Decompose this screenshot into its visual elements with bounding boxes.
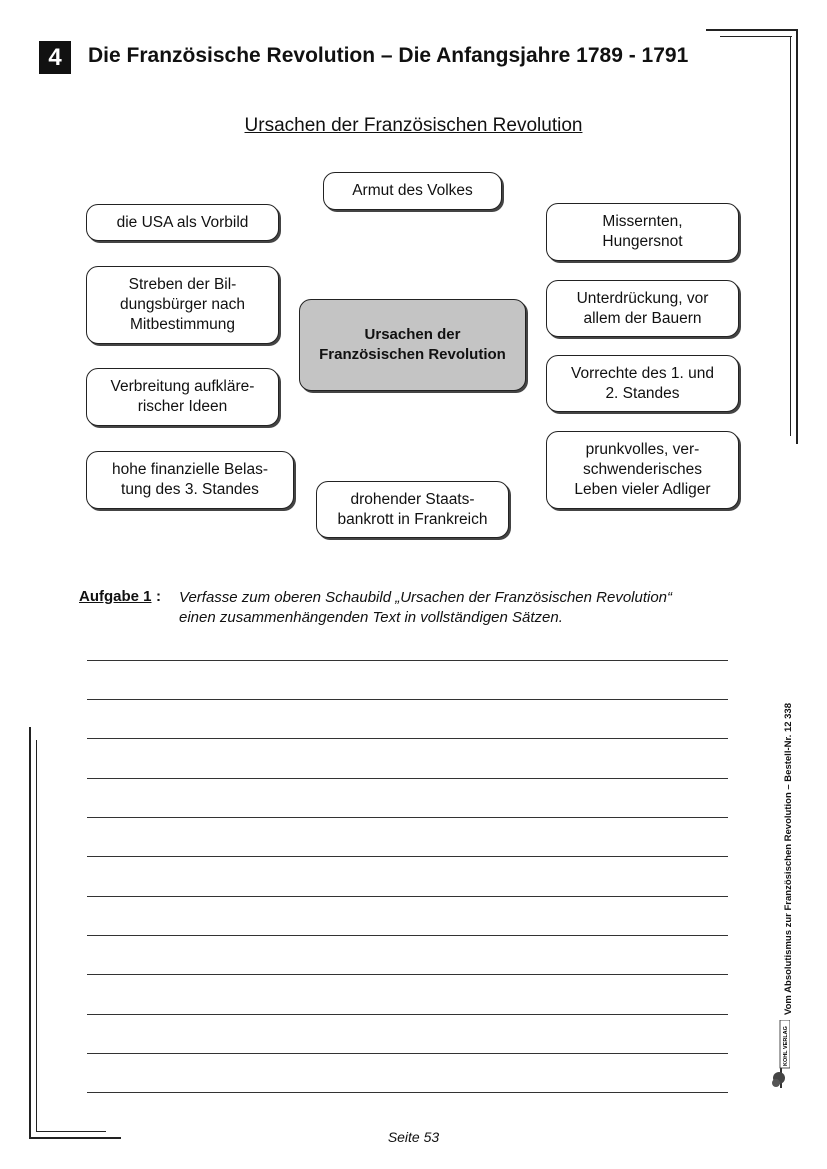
frame-bottom-left-v [29,727,31,1139]
frame-top-right-h2 [720,36,792,37]
frame-top-right-h [706,29,798,31]
writing-line[interactable] [87,778,728,779]
task-label: Aufgabe 1 [79,588,152,605]
publisher-name: KOHL VERLAG [783,1026,789,1066]
writing-line[interactable] [87,974,728,975]
cause-box-poverty: Armut des Volkes [323,172,502,210]
cause-box-famine: Missernten, Hungersnot [546,203,739,261]
frame-top-right-v [796,29,798,444]
page-number: Seite 53 [387,1129,440,1145]
writing-line[interactable] [87,1053,728,1054]
publisher-logo [772,1020,790,1090]
writing-line[interactable] [87,817,728,818]
page-title: Die Französische Revolution – Die Anfangsjahre 1789 - 1791 [88,44,689,67]
writing-line[interactable] [87,1092,728,1093]
writing-line[interactable] [87,738,728,739]
cause-box-nobility: prunkvolles, ver- schwenderisches Leben vieler Adliger [546,431,739,509]
writing-line[interactable] [87,699,728,700]
sidebar-book-info: Vom Absolutismus zur Französischen Revolution – Bestell-Nr. 12 338 [783,703,794,1015]
cause-box-bourgeoisie: Streben der Bil- dungsbürger nach Mitbestimmung [86,266,279,344]
center-box: Ursachen der Französischen Revolution [299,299,526,391]
cause-box-enlightenment: Verbreitung aufkläre- rischer Ideen [86,368,279,426]
writing-line[interactable] [87,660,728,661]
writing-line[interactable] [87,896,728,897]
writing-line[interactable] [87,935,728,936]
task-colon: : [156,588,161,605]
cause-box-usa: die USA als Vorbild [86,204,279,241]
cause-box-oppression: Unterdrückung, vor allem der Bauern [546,280,739,337]
frame-bottom-left-v2 [36,740,37,1132]
writing-line[interactable] [87,856,728,857]
task-text: Verfasse zum oberen Schaubild „Ursachen der Französischen Revolution“ einen zusammenhängenden Text in vollständigen Sätzen. [179,589,673,626]
cause-box-privileges: Vorrechte des 1. und 2. Standes [546,355,739,412]
cause-box-bankruptcy: drohender Staats- bankrott in Frankreich [316,481,509,538]
frame-top-right-v2 [790,36,791,436]
cause-box-taxes: hohe finanzielle Belas- tung des 3. Standes [86,451,294,509]
chapter-number: 4 [39,41,71,74]
diagram-heading: Ursachen der Französischen Revolution [244,115,583,136]
writing-line[interactable] [87,1014,728,1015]
